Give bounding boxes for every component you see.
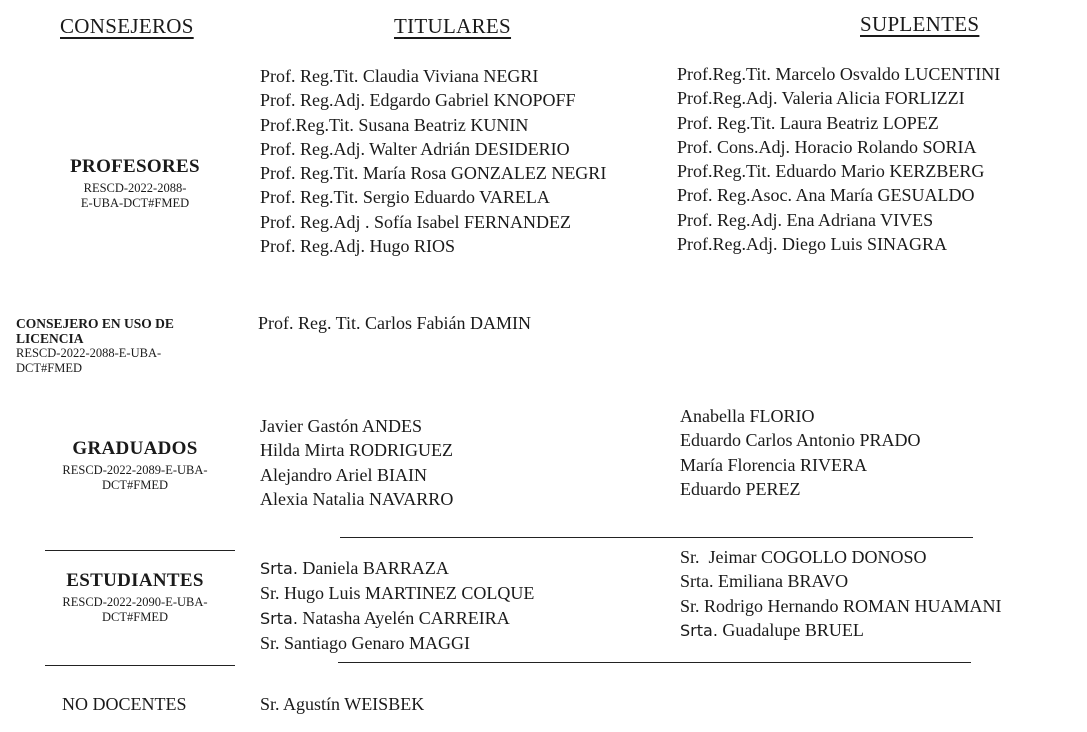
member-name <box>680 618 1002 643</box>
graduados-titulares-list <box>260 414 453 511</box>
category-estudiantes <box>40 570 230 625</box>
resolution-line: RESCD-2022-2090-E-UBA- <box>62 595 208 609</box>
member-name: Prof.Reg.Tit. Eduardo Mario KERZBERG <box>677 161 985 182</box>
separator-line <box>338 662 971 663</box>
member-name: Anabella FLORIO <box>680 406 815 426</box>
header-titulares: TITULARES <box>394 14 512 38</box>
licencia-titular: Prof. Reg. Tit. Carlos Fabián DAMIN <box>258 313 532 333</box>
member-name: Prof. Reg.Adj . Sofía Isabel FERNANDEZ <box>260 211 571 232</box>
category-no-docentes: NO DOCENTES <box>62 694 187 714</box>
title-prefix: Srta. <box>680 571 714 592</box>
category-graduados <box>40 438 230 493</box>
member-name: Prof.Reg.Tit. Susana Beatriz KUNIN <box>260 114 529 135</box>
member-name: Alejandro Ariel BIAIN <box>260 464 427 485</box>
member-name: Prof. Cons.Adj. Horacio Rolando SORIA <box>677 136 977 157</box>
member-name: Eduardo PEREZ <box>680 478 801 499</box>
member-name: Prof. Reg.Tit. Claudia Viviana NEGRI <box>260 66 539 86</box>
category-title: CONSEJERO EN USO DE <box>16 316 174 331</box>
member-name <box>680 569 1002 593</box>
header-suplentes: SUPLENTES <box>860 12 980 36</box>
member-name: Prof. Reg.Asoc. Ana María GESUALDO <box>677 185 975 206</box>
member-surname: Guadalupe BRUEL <box>717 619 864 640</box>
separator-line <box>45 550 235 551</box>
resolution-line: DCT#FMED <box>16 361 82 375</box>
graduados-suplentes-list <box>680 404 921 501</box>
member-name <box>680 545 1002 569</box>
member-name: Javier Gastón ANDES <box>260 416 422 436</box>
member-name: Eduardo Carlos Antonio PRADO <box>680 430 921 451</box>
resolution-line: DCT#FMED <box>102 610 168 624</box>
estudiantes-titulares-list <box>260 556 534 655</box>
category-title: ESTUDIANTES <box>66 570 204 591</box>
member-name: Alexia Natalia NAVARRO <box>260 488 454 509</box>
category-title: GRADUADOS <box>72 438 198 459</box>
title-prefix: Srta. <box>260 559 298 578</box>
estudiantes-suplentes-list <box>680 545 1002 643</box>
title-prefix: Sr. <box>260 632 280 653</box>
no-docentes-titular: Sr. Agustín WEISBEK <box>260 694 425 714</box>
member-name: Hilda Mirta RODRIGUEZ <box>260 440 453 461</box>
resolution-line: RESCD-2022-2089-E-UBA- <box>62 463 208 477</box>
category-licencia <box>16 316 174 376</box>
member-name <box>260 556 534 581</box>
title-prefix: Sr. <box>680 595 700 616</box>
member-name <box>680 594 1002 618</box>
member-name: Prof. Reg.Tit. María Rosa GONZALEZ NEGRI <box>260 163 607 184</box>
member-surname: Rodrigo Hernando ROMAN HUAMANI <box>699 595 1002 616</box>
profesores-suplentes-list <box>677 62 1000 256</box>
resolution-line: RESCD-2022-2088-E-UBA- <box>16 346 162 360</box>
member-surname: Jeimar COGOLLO DONOSO <box>699 547 927 567</box>
title-prefix: Srta. <box>680 620 718 640</box>
member-name: Prof.Reg.Adj. Valeria Alicia FORLIZZI <box>677 88 965 109</box>
member-name: Prof. Reg.Adj. Ena Adriana VIVES <box>677 209 934 230</box>
member-name: María Florencia RIVERA <box>680 454 867 475</box>
member-surname: Daniela BARRAZA <box>297 558 449 578</box>
member-name: Prof. Reg.Adj. Edgardo Gabriel KNOPOFF <box>260 90 576 111</box>
resolution-line: E-UBA-DCT#FMED <box>80 196 190 210</box>
member-surname: Emiliana BRAVO <box>713 571 849 592</box>
member-name <box>260 581 534 605</box>
title-prefix: Sr. <box>260 583 280 604</box>
member-name <box>260 606 534 631</box>
profesores-titulares-list <box>260 64 606 258</box>
resolution-line: DCT#FMED <box>102 478 168 492</box>
member-name: Prof. Reg.Tit. Laura Beatriz LOPEZ <box>677 112 939 133</box>
title-prefix: Srta. <box>260 608 298 628</box>
member-surname: Santiago Genaro MAGGI <box>279 632 470 653</box>
member-surname: Hugo Luis MARTINEZ COLQUE <box>279 583 535 604</box>
category-title: PROFESORES <box>70 156 200 177</box>
member-name: Prof. Reg.Tit. Sergio Eduardo VARELA <box>260 187 550 208</box>
resolution-line: RESCD-2022-2088- <box>83 181 187 195</box>
separator-line <box>45 665 235 666</box>
category-profesores <box>40 156 230 211</box>
member-name: Prof. Reg.Adj. Hugo RIOS <box>260 236 456 257</box>
header-consejeros: CONSEJEROS <box>60 14 194 38</box>
member-surname: Natasha Ayelén CARREIRA <box>297 607 510 628</box>
member-name: Prof.Reg.Tit. Marcelo Osvaldo LUCENTINI <box>677 64 1001 84</box>
separator-line <box>340 537 973 538</box>
title-prefix: Sr. <box>680 547 700 567</box>
member-name: Prof.Reg.Adj. Diego Luis SINAGRA <box>677 234 947 255</box>
category-title: LICENCIA <box>16 331 84 346</box>
member-name: Prof. Reg.Adj. Walter Adrián DESIDERIO <box>260 138 570 159</box>
member-name <box>260 631 534 655</box>
